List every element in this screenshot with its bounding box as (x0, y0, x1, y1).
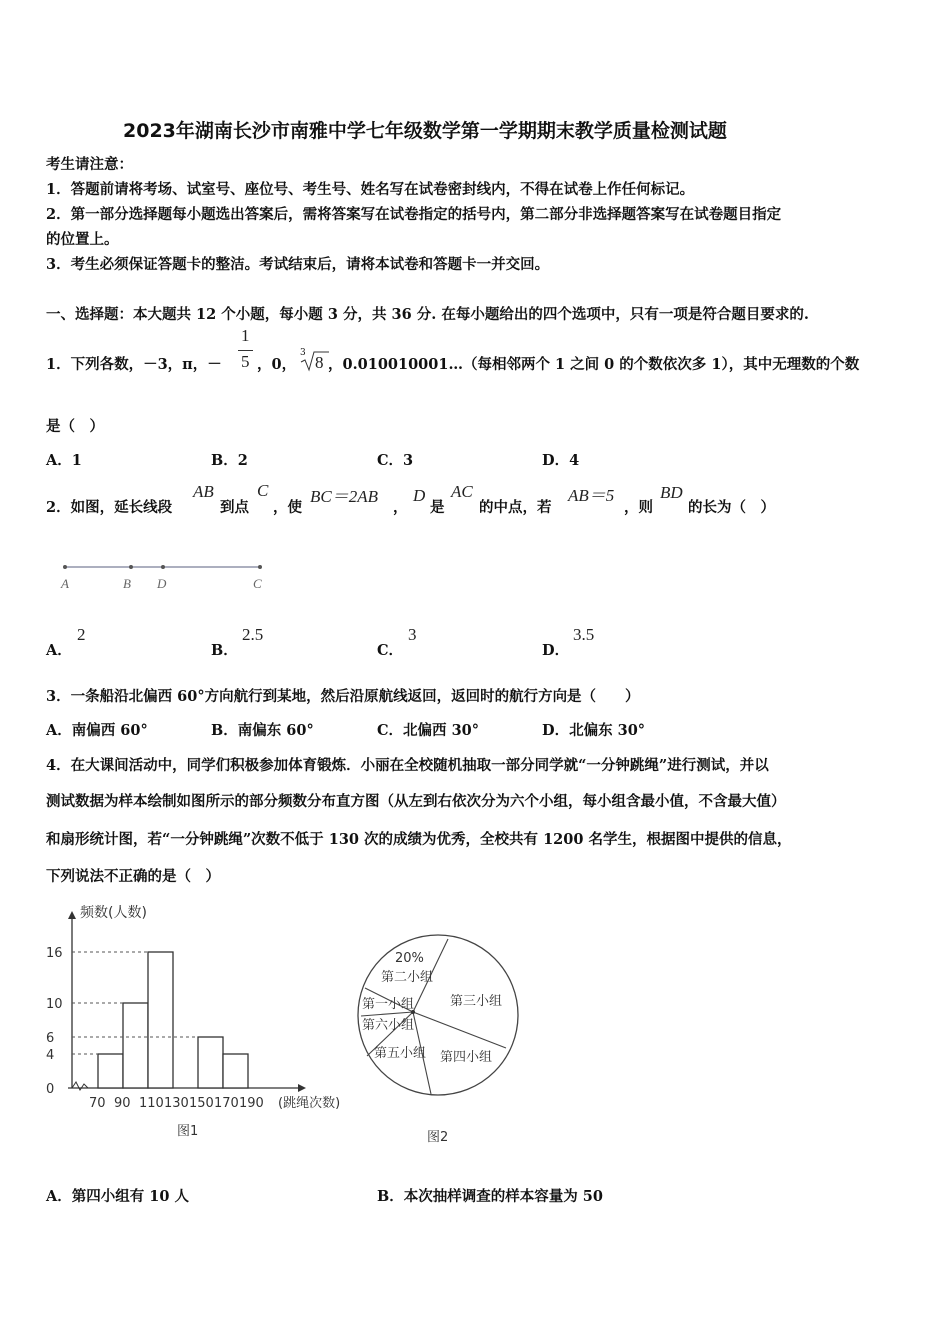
q2-math-bd: BD (660, 483, 683, 502)
q4-line: 下列说法不正确的是（ ） (46, 868, 220, 885)
segment-diagram (55, 555, 275, 595)
q2-option-a-value: 2 (77, 625, 86, 644)
q2-text: 是 (430, 499, 445, 516)
notice-heading: 考生请注意： (46, 156, 133, 173)
q1-frac-num: 1 (241, 326, 250, 345)
histogram-bar (223, 1054, 248, 1088)
q4-option-b: B．本次抽样调查的样本容量为 50 (377, 1188, 603, 1205)
q2-option-a: A． (46, 642, 72, 659)
q2-math-ab5: AB＝5 (568, 486, 615, 505)
q1-option-d: D．4 (542, 452, 580, 469)
pie-label-sixth: 第六小组 (362, 1018, 415, 1033)
x-tick-label: 190 (239, 1096, 264, 1111)
histogram-ylabel: 频数(人数) (80, 905, 147, 921)
pie-label-fourth: 第四小组 (440, 1050, 493, 1065)
section-heading: 一、选择题：本大题共 12 个小题，每小题 3 分，共 36 分. 在每小题给出的四个选项中，只有一项是符合题目要求的. (46, 306, 809, 323)
q2-text: ， (393, 499, 408, 516)
pie-label-fifth: 第五小组 (374, 1046, 427, 1061)
q1-option-a: A．1 (46, 452, 82, 469)
q3-option-d: D．北偏东 30° (542, 722, 646, 739)
q3-option-a: A．南偏西 60° (46, 722, 148, 739)
point-a-dot (63, 565, 67, 569)
y-tick-label: 6 (46, 1031, 55, 1046)
histogram-bar (123, 1003, 148, 1088)
q3-text: 3．一条船沿北偏西 60°方向航行到某地，然后沿原航线返回，返回时的航行方向是（ ） (46, 688, 640, 705)
y-tick-label: 16 (46, 946, 63, 961)
histogram-bar (148, 952, 173, 1088)
pie-label-first: 第一小组 (362, 997, 415, 1012)
q4-option-a: A．第四小组有 10 人 (46, 1188, 190, 1205)
q1-prefix: 1．下列各数，－3，π，－ (46, 356, 222, 373)
q1-suffix: ，0.010010001…（每相邻两个 1 之间 0 的个数依次多 1），其中无理数的个数 (328, 356, 860, 373)
point-d-label: D (157, 576, 167, 591)
q2-option-c: C． (377, 642, 404, 659)
q2-text: ，则 (624, 499, 653, 516)
q4-line: 测试数据为样本绘制如图所示的部分频数分布直方图（从左到右依次分为六个小组，每小组含最小值，不含最大值） (46, 793, 786, 810)
y-axis-arrow (68, 911, 76, 919)
q2-option-b-value: 2.5 (242, 625, 264, 644)
notice-line: 3．考生必须保证答题卡的整洁。考试结束后，请将本试卷和答题卡一并交回。 (46, 256, 550, 273)
x-tick-label: 110 (139, 1096, 164, 1111)
histogram-chart (40, 895, 380, 1150)
q2-text: ，使 (273, 499, 302, 516)
axis-break (72, 1082, 88, 1090)
q3-option-b: B．南偏东 60° (211, 722, 314, 739)
q2-option-b: B． (211, 642, 238, 659)
q4-line: 4．在大课间活动中，同学们积极参加体育锻炼．小丽在全校随机抽取一部分同学就“一分钟跳绳”进行测试，并以 (46, 757, 769, 774)
point-c-dot (258, 565, 262, 569)
x-tick-label: 70 (89, 1096, 106, 1111)
q2-math-ac: AC (451, 482, 473, 501)
q2-option-d-value: 3.5 (573, 625, 595, 644)
q1-option-c: C．3 (377, 452, 414, 469)
q2-text: 到点 (220, 499, 249, 516)
q2-math-d: D (413, 486, 426, 505)
q1-frac-bar (238, 350, 253, 351)
histogram-bar (98, 1054, 123, 1088)
y-tick-label: 10 (46, 997, 63, 1012)
x-tick-label: 130 (164, 1096, 189, 1111)
q1-root-index: 3 (300, 348, 306, 358)
y-tick-label: 0 (46, 1082, 55, 1097)
point-a-label: A (61, 576, 69, 591)
histogram-caption: 图1 (177, 1124, 199, 1139)
pie-label-third: 第三小组 (450, 994, 503, 1009)
q1-root-value: 8 (315, 353, 324, 372)
x-tick-label: 170 (214, 1096, 239, 1111)
q1-mid: ，0， (257, 356, 297, 373)
q3-option-c: C．北偏西 30° (377, 722, 480, 739)
page-title: 2023年湖南长沙市南雅中学七年级数学第一学期期末教学质量检测试题 (123, 120, 727, 142)
q2-text: 的中点，若 (479, 499, 552, 516)
pie-caption: 图2 (427, 1130, 449, 1145)
q2-text: 2．如图，延长线段 (46, 499, 173, 516)
histogram-xlabel: (跳绳次数) (278, 1096, 341, 1111)
q1-frac-den: 5 (241, 352, 250, 371)
pie-chart (355, 930, 535, 1150)
q1-option-b: B．2 (211, 452, 248, 469)
q2-text: 的长为（ ） (688, 499, 775, 516)
pie-divider (413, 1012, 506, 1048)
pie-annotation: 20% (395, 951, 424, 966)
point-b-dot (129, 565, 133, 569)
notice-line: 的位置上。 (46, 231, 119, 248)
q4-line: 和扇形统计图，若“一分钟跳绳”次数不低于 130 次的成绩为优秀，全校共有 1200 名学生，根据图中提供的信息， (46, 831, 792, 848)
notice-line: 2．第一部分选择题每小题选出答案后，需将答案写在试卷指定的括号内，第二部分非选择题答案写在试卷题目指定 (46, 206, 782, 223)
point-b-label: B (123, 576, 131, 591)
q1-line2: 是（ ） (46, 418, 104, 435)
y-tick-label: 4 (46, 1048, 55, 1063)
histogram-bar (198, 1037, 223, 1088)
q2-math-ab: AB (193, 482, 214, 501)
q2-math-c: C (257, 481, 269, 500)
x-axis-arrow (298, 1084, 306, 1092)
notice-line: 1．答题前请将考场、试室号、座位号、考生号、姓名写在试卷密封线内，不得在试卷上作任何标记。 (46, 181, 695, 198)
q2-math-bc: BC＝2AB (310, 487, 378, 506)
point-d-dot (161, 565, 165, 569)
point-c-label: C (253, 576, 262, 591)
pie-divider (361, 1012, 413, 1016)
q2-option-c-value: 3 (408, 625, 417, 644)
x-tick-label: 150 (189, 1096, 214, 1111)
x-tick-label: 90 (114, 1096, 131, 1111)
pie-label-second: 第二小组 (381, 970, 434, 985)
q2-option-d: D． (542, 642, 570, 659)
